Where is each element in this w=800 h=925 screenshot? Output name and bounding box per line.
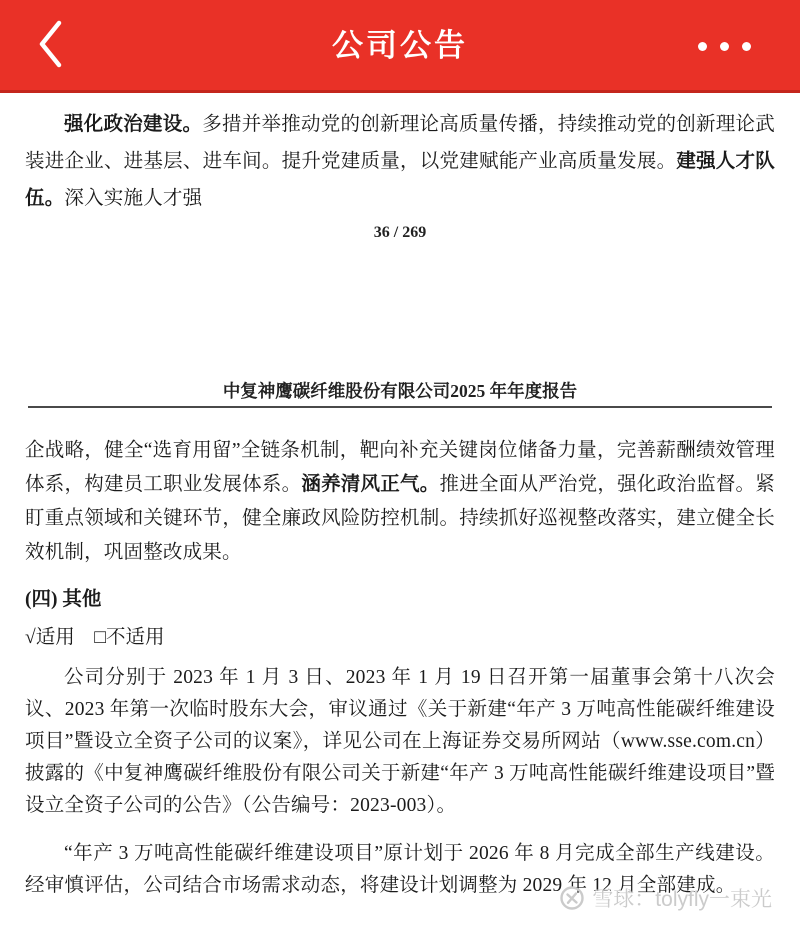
paragraph-party-building	[25, 106, 775, 217]
watermark-text: 雪球：tolyfly一束光	[592, 888, 772, 911]
ellipsis-icon	[720, 42, 729, 51]
applicability-checkline: √适用 □不适用	[25, 627, 165, 648]
page-break-gap	[0, 244, 800, 379]
paragraph-run: 深入实施人才强	[64, 188, 203, 209]
pdf-page-37	[0, 379, 800, 902]
chevron-left-icon	[35, 18, 65, 73]
page-title: 公司公告	[332, 27, 468, 63]
report-running-title: 中复神鹰碳纤维股份有限公司2025 年年度报告	[222, 381, 578, 401]
paragraph-run: 涵养清风正气。	[301, 474, 440, 495]
section-heading-other: (四) 其他	[25, 589, 102, 610]
paragraph-board-resolution: 公司分别于 2023 年 1 月 3 日、2023 年 1 月 19 日召开第一届董事会第十八次会议、2023 年第一次临时股东大会，审议通过《关于新建“年产 3 万吨高性能碳纤维建设项目”暨设立全资子公司的议案》，详见公司在上海证券交易所网站（www.sse.com.cn）披露的《中复神鹰碳纤维股份有限公司关于新建“年产 3 万吨高性能碳纤维建设项目”暨设立全资子公司的公告》（公告编号：2023-003）。	[25, 667, 775, 816]
paragraph-run: 建强人才队伍。	[25, 151, 775, 209]
paragraph-talent-strategy	[25, 434, 775, 570]
more-menu-button[interactable]	[684, 22, 764, 70]
pdf-page-36-fragment	[0, 106, 800, 244]
paragraph-run: 多措并举推动党的创新理论高质量传播，持续推动党的创新理论武装进企业、进基层、进车间。提升党建质量，以党建赋能产业高质量发展。	[25, 114, 775, 172]
ellipsis-icon	[742, 42, 751, 51]
paragraph-schedule-adjustment: “年产 3 万吨高性能碳纤维建设项目”原计划于 2026 年 8 月完成全部生产线建设。经审慎评估，公司结合市场需求动态，将建设计划调整为 2029 年 12 月全部建成。	[25, 843, 775, 896]
page-number-indicator: 36 / 269	[373, 224, 427, 241]
header-rule	[28, 406, 772, 408]
paragraph-run: 推进全面从严治党，强化政治监督。紧盯重点领域和关键环节，健全廉政风险防控机制。持续抓好巡视整改落实，建立健全长效机制，巩固整改成果。	[25, 474, 775, 563]
paragraph-run: 强化政治建设。	[64, 114, 203, 135]
app-header	[0, 0, 800, 93]
ellipsis-icon	[698, 42, 707, 51]
document-viewer[interactable]	[0, 93, 800, 925]
xueqiu-logo-icon	[559, 885, 585, 911]
back-button[interactable]	[18, 10, 82, 80]
watermark	[559, 883, 772, 913]
paragraph-run: 企战略，健全“选育用留”全链条机制，靶向补充关键岗位储备力量，完善薪酬绩效管理体系，构建员工职业发展体系。	[25, 440, 775, 495]
